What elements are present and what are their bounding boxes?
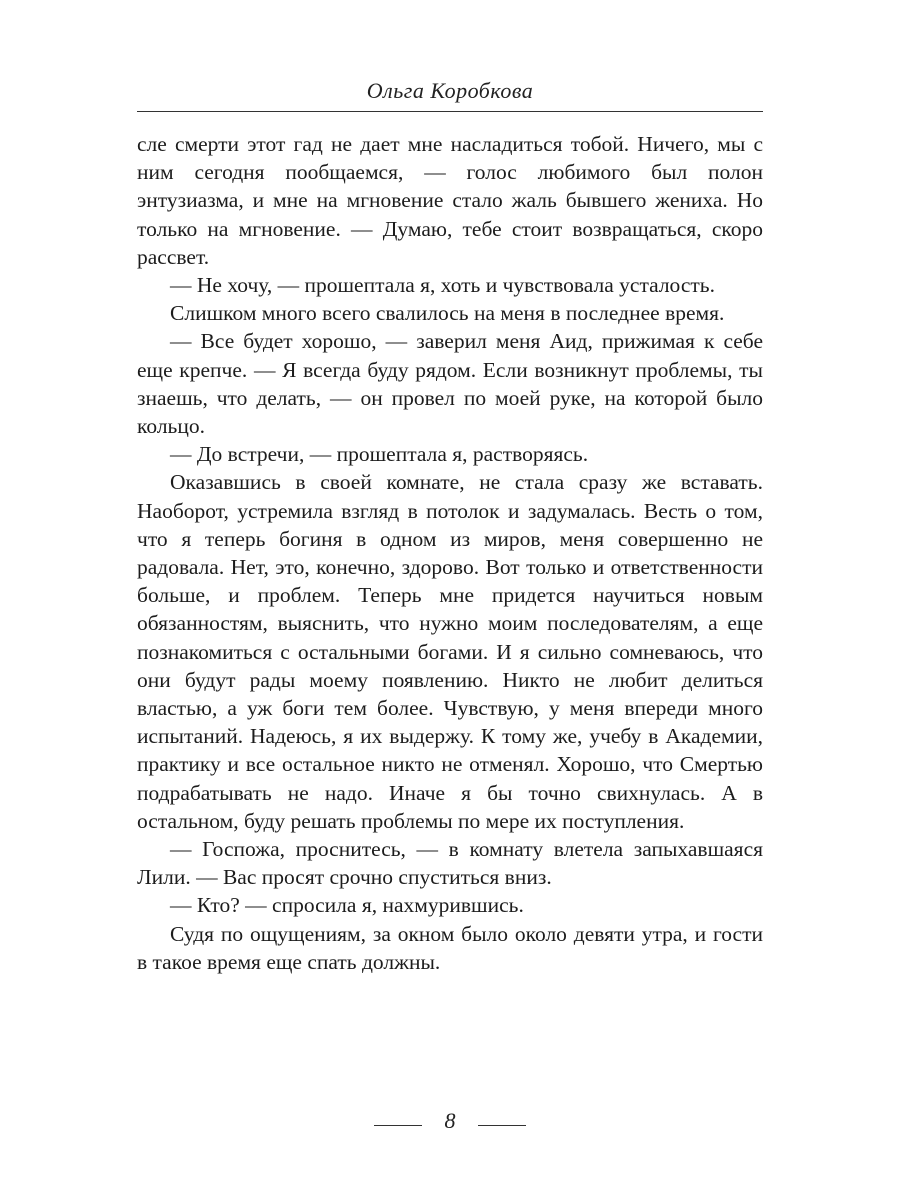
paragraph: сле смерти этот гад не дает мне насладиться тобой. Ничего, мы с ним сегодня пообщаемся, — голос любимого был полон энтузиазма, и мне на мгновение стало жаль бывшего жениха. Но только на мгновение. — Думаю, тебе стоит возвращаться, скоро рассвет.: [137, 132, 763, 269]
paragraph: — Госпожа, проснитесь, — в комнату влетела запыхавшаяся Лили. — Вас просят срочно спуститься вниз.: [137, 837, 763, 890]
paragraph: Слишком много всего свалилось на меня в последнее время.: [170, 301, 725, 326]
paragraph: Оказавшись в своей комнате, не стала сразу же вставать. Наоборот, устремила взгляд в потолок и задумалась. Весть о том, что я теперь богиня в одном из миров, меня совершенно не радовала. Нет, это, конечно, здорово. Вот только и ответственности больше, и проблем. Теперь мне придется научиться новым обязанностям, выяснить, что нужно моим последователям, а еще познакомиться с остальными богами. И я сильно сомневаюсь, что они будут рады моему появлению. Никто не любит делиться властью, а уж боги тем более. Чувствую, у меня впереди много испытаний. Надеюсь, я их выдержу. К тому же, учебу в Академии, практику и все остальное никто не отменял. Хорошо, что Смертью подрабатывать не надо. Иначе я бы точно свихнулась. А в остальном, буду решать проблемы по мере их поступления.: [137, 470, 763, 833]
footer-rule-right: [478, 1125, 526, 1126]
page-number: 8: [444, 1108, 456, 1133]
paragraph: — До встречи, — прошептала я, растворяясь.: [170, 442, 589, 467]
paragraph: Судя по ощущениям, за окном было около девяти утра, и гости в такое время еще спать должны.: [137, 921, 763, 974]
footer-rule-left: [374, 1125, 422, 1126]
paragraph: — Кто? — спросила я, нахмурившись.: [170, 893, 524, 918]
header-divider: [137, 111, 763, 112]
running-head-author: Ольга Коробкова: [366, 78, 534, 103]
paragraph: — Все будет хорошо, — заверил меня Аид, прижимая к себе еще крепче. — Я всегда буду рядом. Если возникнут проблемы, ты знаешь, что делать, — он провел по моей руке, на которой было кольцо.: [137, 329, 763, 439]
page-footer: [0, 1108, 900, 1138]
body-text: [137, 130, 763, 976]
paragraph: — Не хочу, — прошептала я, хоть и чувствовала усталость.: [170, 273, 715, 298]
